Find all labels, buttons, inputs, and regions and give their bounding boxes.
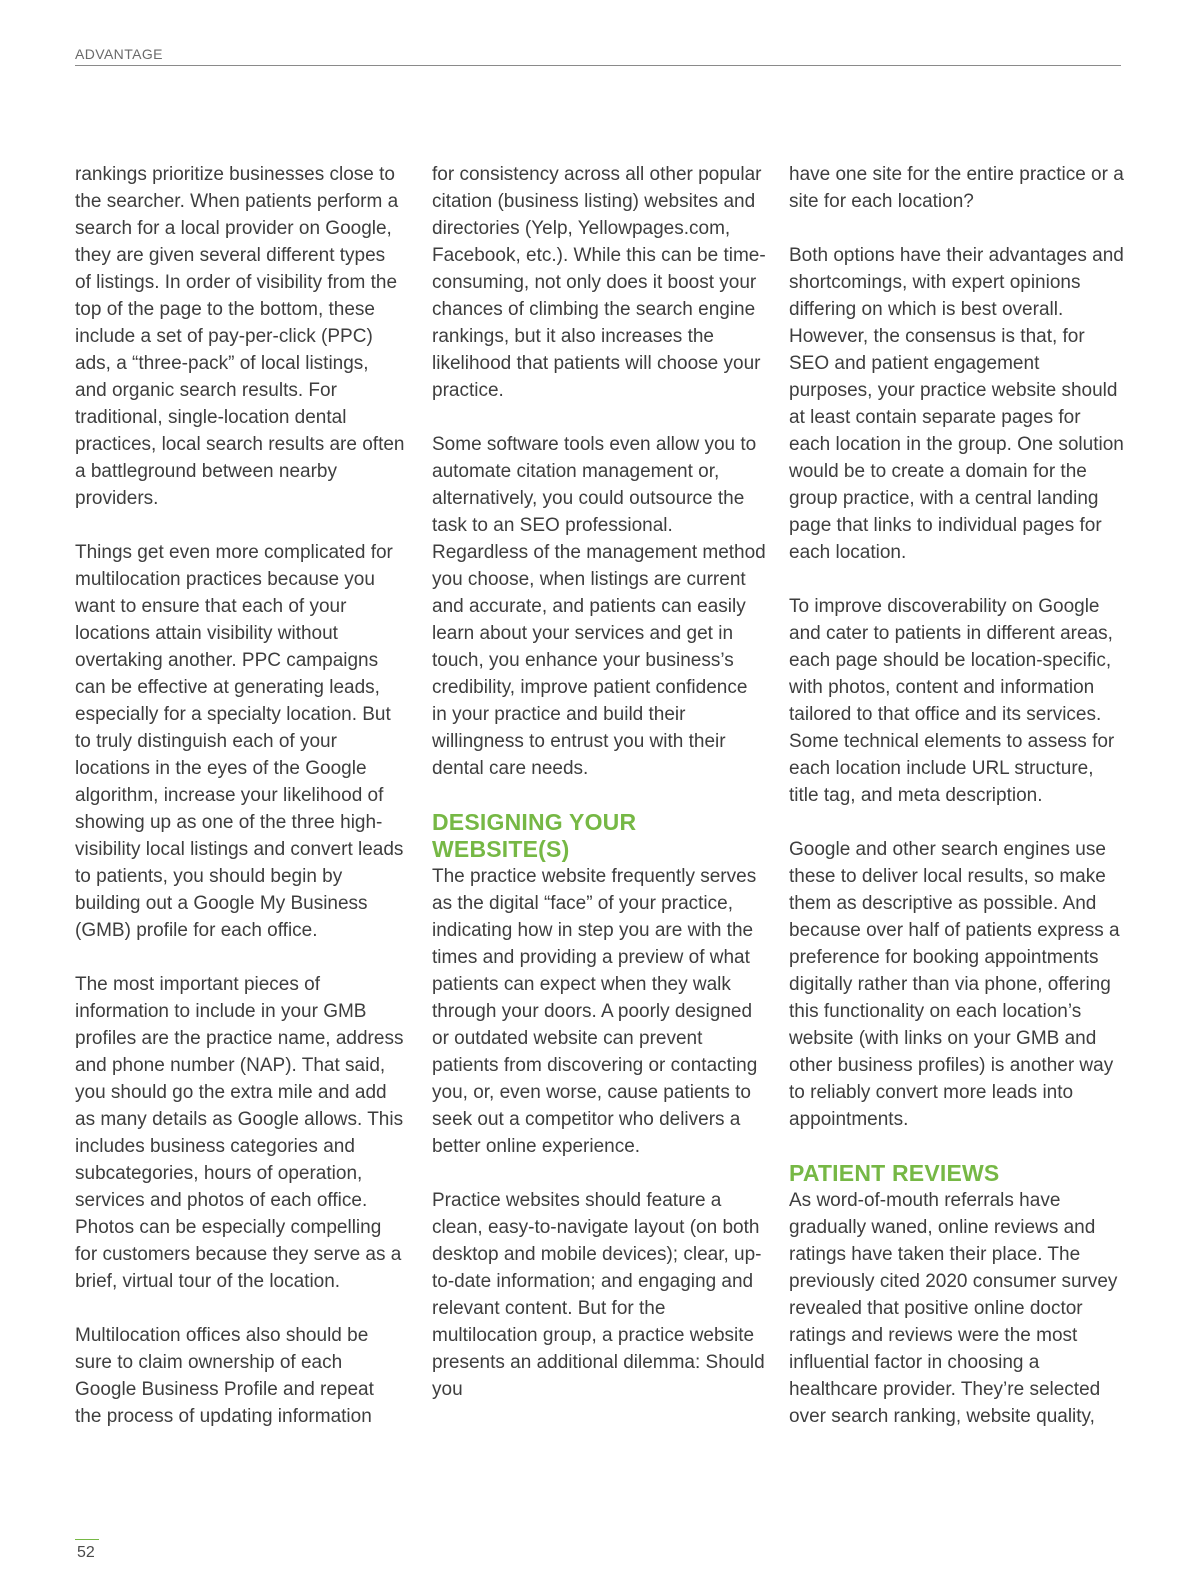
section-label: ADVANTAGE [75, 46, 163, 62]
paragraph: Both options have their advantages and shortcomings, with expert opinions differing on which is best overall. However, the consensus is that, for SEO and patient engagement purposes, your practice website should at least contain separate pages for each location in the group. One solution would be to create a domain for the group practice, with a central landing page that links to individual pages for each location. [789, 245, 1124, 563]
paragraph: Google and other search engines use these to deliver local results, so make them as descriptive as possible. And because over half of patients express a preference for booking appointments digitally rather than via phone, offering this functionality on each location’s website (with links on your GMB and other business profiles) is another way to reliably convert more leads into appointments. [789, 839, 1120, 1130]
text-column-1 [75, 161, 405, 1430]
paragraph: rankings prioritize businesses close to the searcher. When patients perform a search for a local provider on Google, they are given several different types of listings. In order of visibility from the top of the page to the bottom, these include a set of pay-per-click (PPC) ads, a “three-pack” of local listings, and organic search results. For traditional, single-location dental practices, local search results are often a battleground between nearby providers. [75, 164, 405, 509]
paragraph: Some software tools even allow you to automate citation management or, alternatively, you could outsource the task to an SEO professional. Regardless of the management method you choose, when listings are current and accurate, and patients can easily learn about your services and get in touch, you enhance your business’s credibility, improve patient confidence in your practice and build their willingness to entrust you with their dental care needs. [432, 434, 766, 779]
paragraph: for consistency across all other popular citation (business listing) websites and directories (Yelp, Yellowpages.com, Facebook, etc.). While this can be time-consuming, not only does it boost your chances of climbing the search engine rankings, but it also increases the likelihood that patients will choose your practice. [432, 164, 766, 401]
section-heading-designing-website: DESIGNING YOUR WEBSITE(S) [432, 809, 637, 862]
paragraph: have one site for the entire practice or a site for each location? [789, 164, 1124, 212]
text-column-2 [432, 161, 767, 1403]
paragraph: Things get even more complicated for multilocation practices because you want to ensure that each of your locations attain visibility without overtaking another. PPC campaigns can be effective at generating leads, especially for a specialty location. But to truly distinguish each of your locations in the eyes of the Google algorithm, increase your likelihood of showing up as one of the three high-visibility local listings and convert leads to patients, you should begin by building out a Google My Business (GMB) profile for each office. [75, 542, 404, 941]
paragraph: As word-of-mouth referrals have gradually waned, online reviews and ratings have taken their place. The previously cited 2020 consumer survey revealed that positive online doctor ratings and reviews were the most influential factor in choosing a healthcare provider. They’re selected over search ranking, website quality, [789, 1190, 1118, 1427]
paragraph: The most important pieces of information to include in your GMB profiles are the practice name, address and phone number (NAP). That said, you should go the extra mile and add as many details as Google allows. This includes business categories and subcategories, hours of operation, services and photos of each office. Photos can be especially compelling for customers because they serve as a brief, virtual tour of the location. [75, 974, 404, 1292]
paragraph: Practice websites should feature a clean, easy-to-navigate layout (on both desktop and mobile devices); clear, up-to-date information; and engaging and relevant content. But for the multilocation group, a practice website presents an additional dilemma: Should you [432, 1190, 765, 1400]
text-column-3 [789, 161, 1124, 1430]
section-heading-patient-reviews: PATIENT REVIEWS [789, 1160, 1000, 1186]
paragraph: The practice website frequently serves as the digital “face” of your practice, indicating how in step you are with the times and providing a preview of what patients can expect when they walk through your doors. A poorly designed or outdated website can prevent patients from discovering or contacting you, or, even worse, cause patients to seek out a competitor who delivers a better online experience. [432, 866, 758, 1157]
page-number: 52 [77, 1544, 95, 1561]
paragraph: Multilocation offices also should be sure to claim ownership of each Google Business Profile and repeat the process of updating information [75, 1325, 374, 1427]
footer-divider [75, 1539, 99, 1540]
page-header [75, 44, 1121, 66]
paragraph: To improve discoverability on Google and cater to patients in different areas, each page should be location-specific, with photos, content and information tailored to that office and its services. Some technical elements to assess for each location include URL structure, title tag, and meta description. [789, 596, 1115, 806]
